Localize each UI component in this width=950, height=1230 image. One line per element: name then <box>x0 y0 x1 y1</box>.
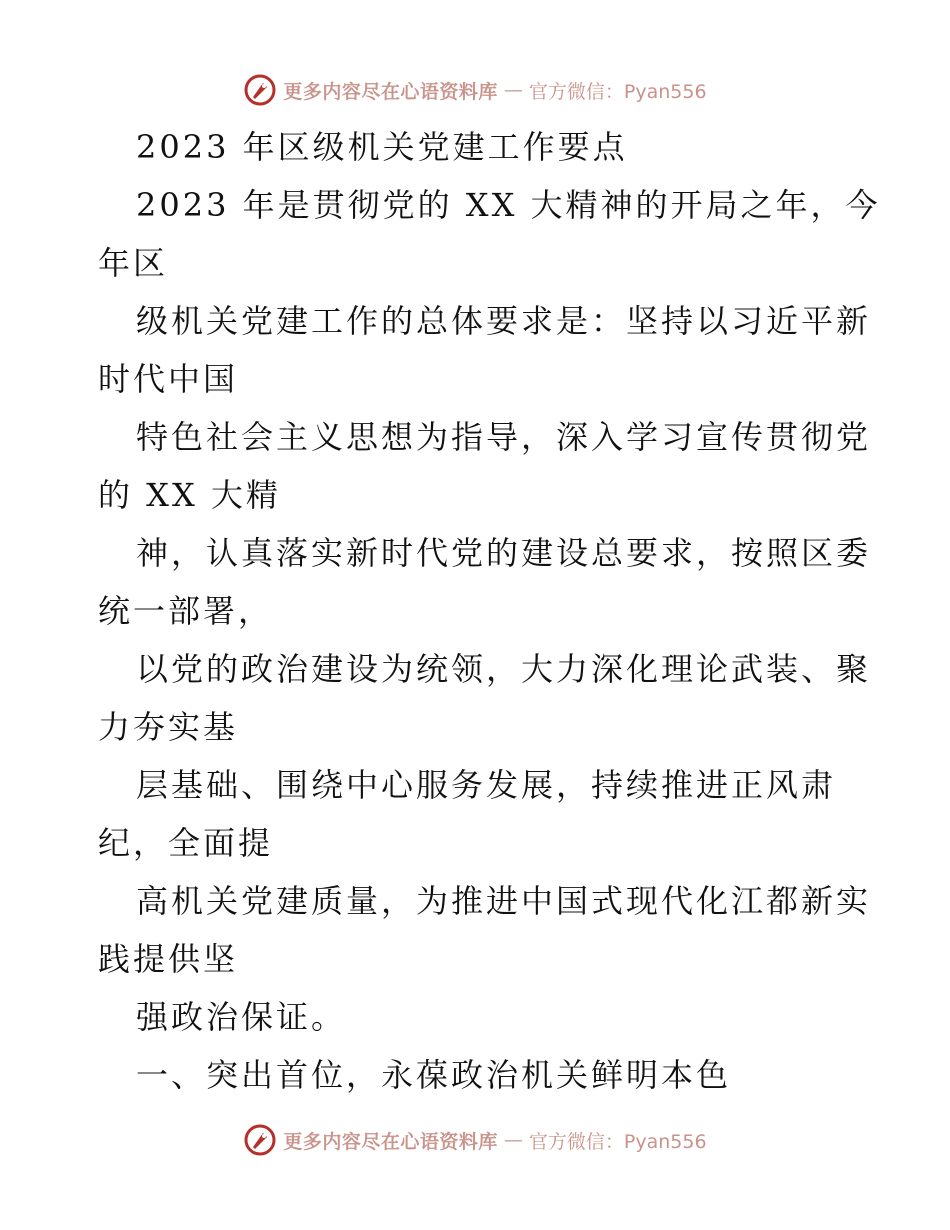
document-title: 2023 年区级机关党建工作要点 <box>136 128 628 166</box>
paragraph-line: 时代中国 <box>98 360 239 398</box>
paragraph-line: 特色社会主义思想为指导，深入学习宣传贯彻党 <box>136 418 872 456</box>
banner-wechat: 官方微信：Pyan556 <box>528 1130 707 1153</box>
paragraph-line: 统一部署， <box>98 592 274 630</box>
document-body <box>98 118 881 1104</box>
paragraph-line: 力夯实基 <box>98 708 239 746</box>
paragraph-line: 高机关党建质量，为推进中国式现代化江都新实 <box>136 882 872 920</box>
banner-text: 更多内容尽在心语资料库 <box>283 80 498 103</box>
banner-separator: — <box>503 1129 523 1151</box>
paragraph-line: 层基础、围绕中心服务发展，持续推进正风肃 <box>136 766 837 804</box>
header-banner <box>0 68 950 112</box>
banner-separator: — <box>503 79 523 101</box>
paragraph-line: 年区 <box>98 244 169 282</box>
banner-text: 更多内容尽在心语资料库 <box>283 1130 498 1153</box>
pen-nib-logo-icon <box>243 1123 277 1157</box>
paragraph-line: 级机关党建工作的总体要求是：坚持以习近平新 <box>136 302 872 340</box>
paragraph-line: 强政治保证。 <box>136 998 347 1036</box>
paragraph-line: 践提供坚 <box>98 940 239 978</box>
footer-banner <box>0 1118 950 1162</box>
paragraph-line: 纪，全面提 <box>98 824 274 862</box>
banner-wechat: 官方微信：Pyan556 <box>528 80 707 103</box>
pen-nib-logo-icon <box>243 73 277 107</box>
paragraph-line: 的 XX 大精 <box>98 476 281 514</box>
section-heading: 一、突出首位，永葆政治机关鲜明本色 <box>136 1056 732 1094</box>
paragraph-line: 神，认真落实新时代党的建设总要求，按照区委 <box>136 534 872 572</box>
paragraph-line: 以党的政治建设为统领，大力深化理论武装、聚 <box>136 650 872 688</box>
paragraph-line: 2023 年是贯彻党的 XX 大精神的开局之年，今 <box>136 186 881 224</box>
